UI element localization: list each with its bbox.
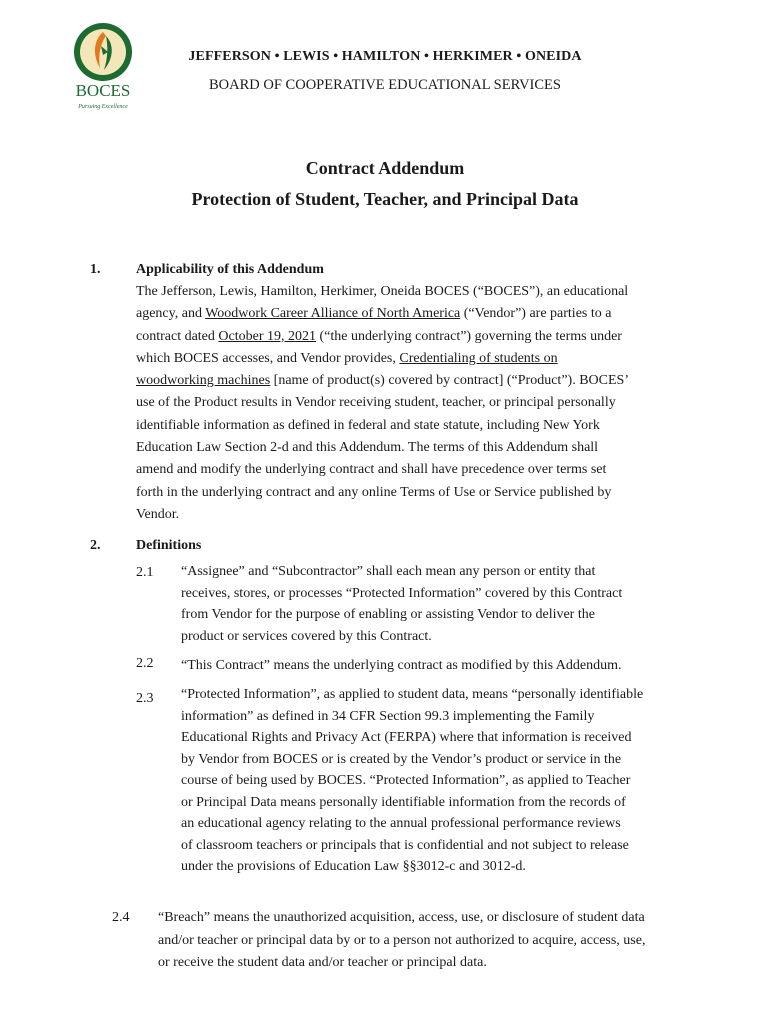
def-2-1-number: 2.1: [136, 565, 154, 580]
contract-date: October 19, 2021: [218, 328, 316, 344]
product-name-cont: woodworking machines: [136, 373, 271, 389]
def-2-3-text: “Protected Information”, as applied to student data, means “personally identifiable information” as defined in 34 CFR Section 99.3 implementing the Family Educational Rights and Privacy Act (FERPA) where that information is received by Vendor from BOCES or is created by the Vendor’s product or service in the course of being used by BOCES. “Protected Information”, as applied to Teacher or Principal Data means personally identifiable information from the records of an educational agency relating to the annual professional performance reviews of classroom teachers or principals that is confidential and not subject to release under the provisions of Education Law §§3012-c and 3012-d.: [181, 687, 644, 874]
document-title: Contract Addendum: [305, 158, 465, 178]
section-1-number: 1.: [90, 262, 101, 277]
section-2-heading: Definitions: [136, 538, 202, 553]
s1-line: The Jefferson, Lewis, Hamilton, Herkimer, Oneida BOCES (“BOCES”), an educational: [136, 284, 629, 299]
def-2-4-number: 2.4: [112, 910, 130, 925]
def-2-2-text: “This Contract” means the underlying contract as modified by this Addendum.: [181, 658, 622, 673]
def-2-3-number: 2.3: [136, 691, 154, 706]
logo-tagline: Pursuing Excellence: [78, 104, 128, 110]
def-2-1-text: “Assignee” and “Subcontractor” shall each mean any person or entity that receives, stores, or processes “Protected Information” covered by this Contract from Vendor for the purpose of enabling or assisting Vendor to deliver the product or services covered by this Contract.: [181, 564, 623, 644]
section-2-number: 2.: [90, 538, 101, 553]
logo-text: BOCES: [75, 81, 131, 100]
boces-logo: [70, 22, 136, 114]
product-name: Credentialing of students on: [399, 350, 558, 366]
vendor-name: Woodwork Career Alliance of North America: [205, 306, 461, 322]
header-counties: JEFFERSON • LEWIS • HAMILTON • HERKIMER • ONEIDA: [188, 49, 582, 64]
def-2-2-number: 2.2: [136, 656, 154, 671]
section-1-paragraph: The Jefferson, Lewis, Hamilton, Herkimer, Oneida BOCES (“BOCES”), an educational agency, and Woodwork Career Alliance of North America (“Vendor”) are parties to a contract dated October 19, 2021 (“the underlying contract”) governing the terms under which BOCES accesses, and Vendor provides, Credentialing of students on woodworking machines [name of product(s) covered by contract] (“Product”). BOCES’ use of the Product results in Vendor receiving student, teacher, or principal personally identifiable information as defined in federal and state statute, including New York Education Law Section 2-d and this Addendum. The terms of this Addendum shall amend and modify the underlying contract and shall have precedence over terms set forth in the underlying contract and any online Terms of Use or Service published by Vendor.: [136, 281, 680, 526]
def-2-4-text: “Breach” means the unauthorized acquisition, access, use, or disclosure of student data and/or teacher or principal data by or to a person not authorized to acquire, access, use, or receive the student data and/or teacher or principal data.: [158, 910, 646, 970]
header-board: BOARD OF COOPERATIVE EDUCATIONAL SERVICES: [209, 77, 561, 93]
section-1-heading: Applicability of this Addendum: [136, 262, 324, 277]
document-subtitle: Protection of Student, Teacher, and Principal Data: [191, 189, 579, 209]
